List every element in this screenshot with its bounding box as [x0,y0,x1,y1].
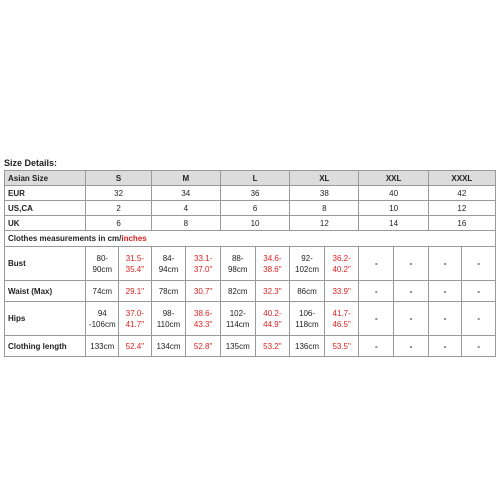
measurement-inch-cell [119,247,152,281]
measurement-value: 33.9" [332,286,351,296]
measurement-value: - [443,314,447,323]
conversion-cell: 14 [359,216,428,231]
measurement-inch-cell [324,336,359,357]
measurement-value: 88- [231,253,244,263]
measurement-value: 38.6" [263,264,282,274]
measurement-value: 37.0- [125,308,144,318]
measurement-value: - [374,259,378,268]
conversion-cell: 6 [86,216,151,231]
conversion-cell: 10 [359,201,428,216]
measurement-value: 110cm [156,319,181,329]
measurement-value: 32.3" [263,286,282,296]
measurement-empty-cell [462,247,496,281]
measurement-inch-cell [324,281,359,302]
size-header-xxxl: XXXL [428,171,495,186]
measurement-value: - [443,286,447,296]
measurement-value: 82cm [227,286,248,296]
measurement-value: - [374,341,378,351]
measurement-empty-cell [428,336,462,357]
measurement-row-clothing-length [5,336,496,357]
measurement-label: Waist (Max) [5,281,86,302]
conversion-cell: 4 [151,201,220,216]
measurement-cm-cell [290,302,325,336]
measurement-inch-cell [186,302,221,336]
measurement-value: - [477,314,480,323]
measurement-inch-cell [255,336,290,357]
size-details-title: Size Details: [4,158,58,168]
conversion-cell: 12 [290,216,359,231]
conversion-cell: 38 [290,186,359,201]
measurement-inch-cell [119,302,152,336]
measurement-empty-cell [394,336,429,357]
conversion-cell: 42 [428,186,495,201]
conversion-row-uk [5,216,496,231]
measurement-value: - [409,259,413,268]
measurement-cm-cell [220,302,255,336]
measurement-value: 29.1" [125,286,145,296]
measurement-cm-cell [151,336,186,357]
measurement-value: - [477,259,480,268]
measurement-value: 53.5" [332,341,351,351]
measurement-cm-cell [86,247,119,281]
measurements-heading-row [5,231,496,247]
measurement-value: 41.7" [125,319,145,329]
measurement-value: 30.7" [193,286,213,296]
measurement-value: 40.2- [263,308,282,318]
measurement-value: - [409,314,413,323]
conversion-cell: 32 [86,186,151,201]
measurement-value: 36.2- [332,253,351,263]
measurement-cm-cell [290,336,325,357]
measurements-heading-prefix: Clothes measurements in cm/ [8,234,122,243]
measurement-value: 102- [229,308,246,318]
conversion-row-eur [5,186,496,201]
measurement-empty-cell [428,281,462,302]
measurement-value: 80- [96,253,109,263]
conversion-cell: 40 [359,186,428,201]
measurement-value: 40.2" [332,264,351,274]
conversion-cell: 2 [86,201,151,216]
measurement-value: 52.4" [125,341,145,351]
measurement-empty-cell [359,336,394,357]
size-header-xxl: XXL [359,171,428,186]
measurement-value: 74cm [92,286,113,296]
measurement-value: 90cm [92,264,113,274]
conversion-cell: 16 [428,216,495,231]
measurement-label: Hips [5,302,86,336]
size-header-s: S [86,171,151,186]
measurement-value: 136cm [295,341,320,351]
measurement-empty-cell [462,336,496,357]
measurement-value: 135cm [225,341,250,351]
measurement-cm-cell [86,281,119,302]
measurement-row-hips [5,302,496,336]
measurement-empty-cell [462,302,496,336]
conversion-label: UK [5,216,86,231]
measurement-inch-cell [186,281,221,302]
measurement-value: 78cm [158,286,179,296]
measurement-value: - [409,341,413,351]
size-header-l: L [220,171,289,186]
size-header-xl: XL [290,171,359,186]
conversion-cell: 12 [428,201,495,216]
measurement-inch-cell [324,302,359,336]
measurement-cm-cell [220,336,255,357]
measurement-label: Bust [5,247,86,281]
measurement-value: 35.4" [125,264,145,274]
measurement-empty-cell [462,281,496,302]
measurement-empty-cell [394,281,429,302]
measurement-value: -106cm [88,319,116,329]
measurement-inch-cell [186,336,221,357]
measurement-value: 46.5" [332,319,351,329]
conversion-row-us-ca [5,201,496,216]
measurement-value: 102cm [295,264,320,274]
measurement-value: 33.1- [194,253,213,263]
measurement-empty-cell [394,247,429,281]
measurement-cm-cell [220,247,255,281]
conversion-cell: 34 [151,186,220,201]
measurement-label: Clothing length [5,336,86,357]
measurement-value: 94cm [158,264,179,274]
conversion-cell: 10 [220,216,289,231]
measurement-value: 52.8" [193,341,213,351]
measurements-heading-inches: inches [121,234,147,243]
measurement-empty-cell [428,247,462,281]
size-details [4,156,496,357]
measurement-value: - [374,314,378,323]
measurement-value: 86cm [297,286,317,296]
measurement-inch-cell [255,247,290,281]
measurement-inch-cell [324,247,359,281]
measurement-value: 38.6- [194,308,213,318]
conversion-label: US,CA [5,201,86,216]
measurements-heading [5,231,496,247]
measurement-value: 44.9" [263,319,282,329]
measurement-value: - [443,341,447,351]
measurement-value: 43.3" [193,319,213,329]
measurement-cm-cell [290,247,325,281]
measurement-cm-cell [290,281,325,302]
conversion-label: EUR [5,186,86,201]
measurement-cm-cell [220,281,255,302]
measurement-row-waist [5,281,496,302]
measurement-cm-cell [86,336,119,357]
measurement-empty-cell [359,281,394,302]
measurement-value: - [443,259,447,268]
measurement-row-bust [5,247,496,281]
conversion-cell: 6 [220,201,289,216]
measurement-value: 94 [97,308,107,318]
measurement-cm-cell [151,281,186,302]
measurement-value: 31.5- [125,253,144,263]
measurement-inch-cell [186,247,221,281]
measurement-cm-cell [151,247,186,281]
measurement-empty-cell [428,302,462,336]
measurement-value: - [374,286,378,296]
measurement-value: - [477,286,480,296]
measurement-cm-cell [86,302,119,336]
measurement-value: 133cm [90,341,115,351]
conversion-cell: 8 [151,216,220,231]
measurement-value: 84- [162,253,175,263]
measurement-value: - [477,341,480,351]
measurement-value: 106- [299,308,316,318]
measurement-inch-cell [255,302,290,336]
measurement-value: 118cm [295,319,319,329]
size-header-label: Asian Size [5,171,86,186]
measurement-value: - [409,286,413,296]
measurement-value: 92- [301,253,313,263]
conversion-cell: 36 [220,186,289,201]
size-chart-table [4,170,496,357]
measurement-value: 114cm [226,319,250,329]
measurement-empty-cell [359,247,394,281]
measurement-value: 34.6- [263,253,282,263]
measurement-inch-cell [119,336,152,357]
measurement-empty-cell [394,302,429,336]
measurement-value: 37.0" [193,264,213,274]
conversion-cell: 8 [290,201,359,216]
measurement-value: 98cm [227,264,248,274]
size-header-m: M [151,171,220,186]
measurement-value: 134cm [156,341,181,351]
size-header-row [5,171,496,186]
measurement-inch-cell [119,281,152,302]
measurement-value: 98- [162,308,175,318]
measurement-value: 53.2" [263,341,282,351]
measurement-value: 41.7- [332,308,351,318]
measurement-cm-cell [151,302,186,336]
measurement-inch-cell [255,281,290,302]
measurement-empty-cell [359,302,394,336]
